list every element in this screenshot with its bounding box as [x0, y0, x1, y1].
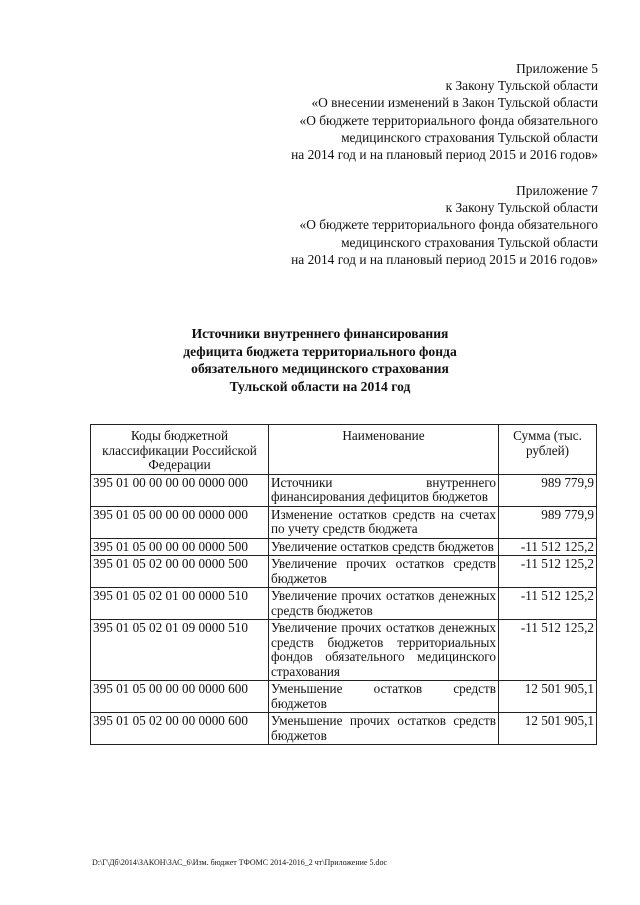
row-name: Изменение остатков средств на счетах по учету средств бюджета	[269, 506, 499, 538]
row-code: 395 01 05 02 00 00 0000 600	[91, 713, 269, 745]
header-sum: Сумма (тыс. рублей)	[499, 425, 597, 475]
row-sum: 12 501 905,1	[499, 681, 597, 713]
row-code: 395 01 05 00 00 00 0000 600	[91, 681, 269, 713]
table-row	[91, 681, 597, 713]
table-row	[91, 713, 597, 745]
appendix-5-header	[291, 60, 598, 163]
row-sum: 989 779,9	[499, 474, 597, 506]
appendix-7-line: «О бюджете территориального фонда обязательного	[299, 217, 598, 233]
financing-sources-table	[90, 424, 597, 745]
table-row	[91, 506, 597, 538]
row-name: Уменьшение прочих остатков средств бюджетов	[269, 713, 499, 745]
header-name: Наименование	[269, 425, 499, 475]
row-name: Уменьшение остатков средств бюджетов	[269, 681, 499, 713]
row-name: Увеличение прочих остатков денежных средств бюджетов территориальных фондов обязательного медицинского страхования	[269, 620, 499, 681]
row-sum: -11 512 125,2	[499, 620, 597, 681]
appendix-5-line: к Закону Тульской области	[445, 78, 598, 94]
row-code: 395 01 05 02 00 00 0000 500	[91, 556, 269, 588]
row-name: Увеличение прочих остатков денежных средств бюджетов	[269, 588, 499, 620]
appendix-7-line: к Закону Тульской области	[445, 200, 598, 216]
document-title	[0, 325, 640, 395]
appendix-7-line: на 2014 год и на плановый период 2015 и 2016 годов»	[291, 251, 598, 267]
title-line: Тульской области на 2014 год	[229, 378, 411, 394]
row-sum: -11 512 125,2	[499, 556, 597, 588]
row-sum: -11 512 125,2	[499, 588, 597, 620]
title-line: дефицита бюджета территориального фонда	[183, 343, 457, 359]
row-code: 395 01 05 00 00 00 0000 500	[91, 538, 269, 556]
appendix-7-line: медицинского страхования Тульской области	[341, 234, 598, 250]
table-header-row	[91, 425, 597, 475]
row-code: 395 01 05 00 00 00 0000 000	[91, 506, 269, 538]
appendix-7-header	[291, 182, 598, 268]
title-line: Источники внутреннего финансирования	[191, 326, 449, 341]
table-row	[91, 538, 597, 556]
appendix-7-line: Приложение 7	[516, 183, 598, 198]
row-code: 395 01 05 02 01 09 0000 510	[91, 620, 269, 681]
row-name: Увеличение прочих остатков средств бюджетов	[269, 556, 499, 588]
table-row	[91, 588, 597, 620]
row-name: Увеличение остатков средств бюджетов	[269, 538, 499, 556]
table-row	[91, 556, 597, 588]
table-row	[91, 620, 597, 681]
title-line: обязательного медицинского страхования	[191, 361, 449, 376]
file-path-footer: D:\Г\Дб\2014\ЗАКОН\ЗАС_6\Изм. бюджет ТФОМС 2014-2016_2 чт\Приложение 5.doc	[92, 858, 388, 867]
appendix-5-line: «О внесении изменений в Закон Тульской области	[311, 95, 598, 111]
appendix-5-line: медицинского страхования Тульской области	[341, 129, 598, 145]
row-name: Источники внутреннего финансирования дефицитов бюджетов	[269, 474, 499, 506]
row-code: 395 01 00 00 00 00 0000 000	[91, 474, 269, 506]
row-sum: 989 779,9	[499, 506, 597, 538]
row-sum: 12 501 905,1	[499, 713, 597, 745]
header-code: Коды бюджетной классификации Российской Федерации	[91, 425, 269, 475]
appendix-5-line: на 2014 год и на плановый период 2015 и 2016 годов»	[291, 147, 598, 163]
appendix-5-line: «О бюджете территориального фонда обязательного	[299, 112, 598, 128]
row-code: 395 01 05 02 01 00 0000 510	[91, 588, 269, 620]
table-row	[91, 474, 597, 506]
row-sum: -11 512 125,2	[499, 538, 597, 556]
appendix-5-line: Приложение 5	[516, 61, 598, 76]
